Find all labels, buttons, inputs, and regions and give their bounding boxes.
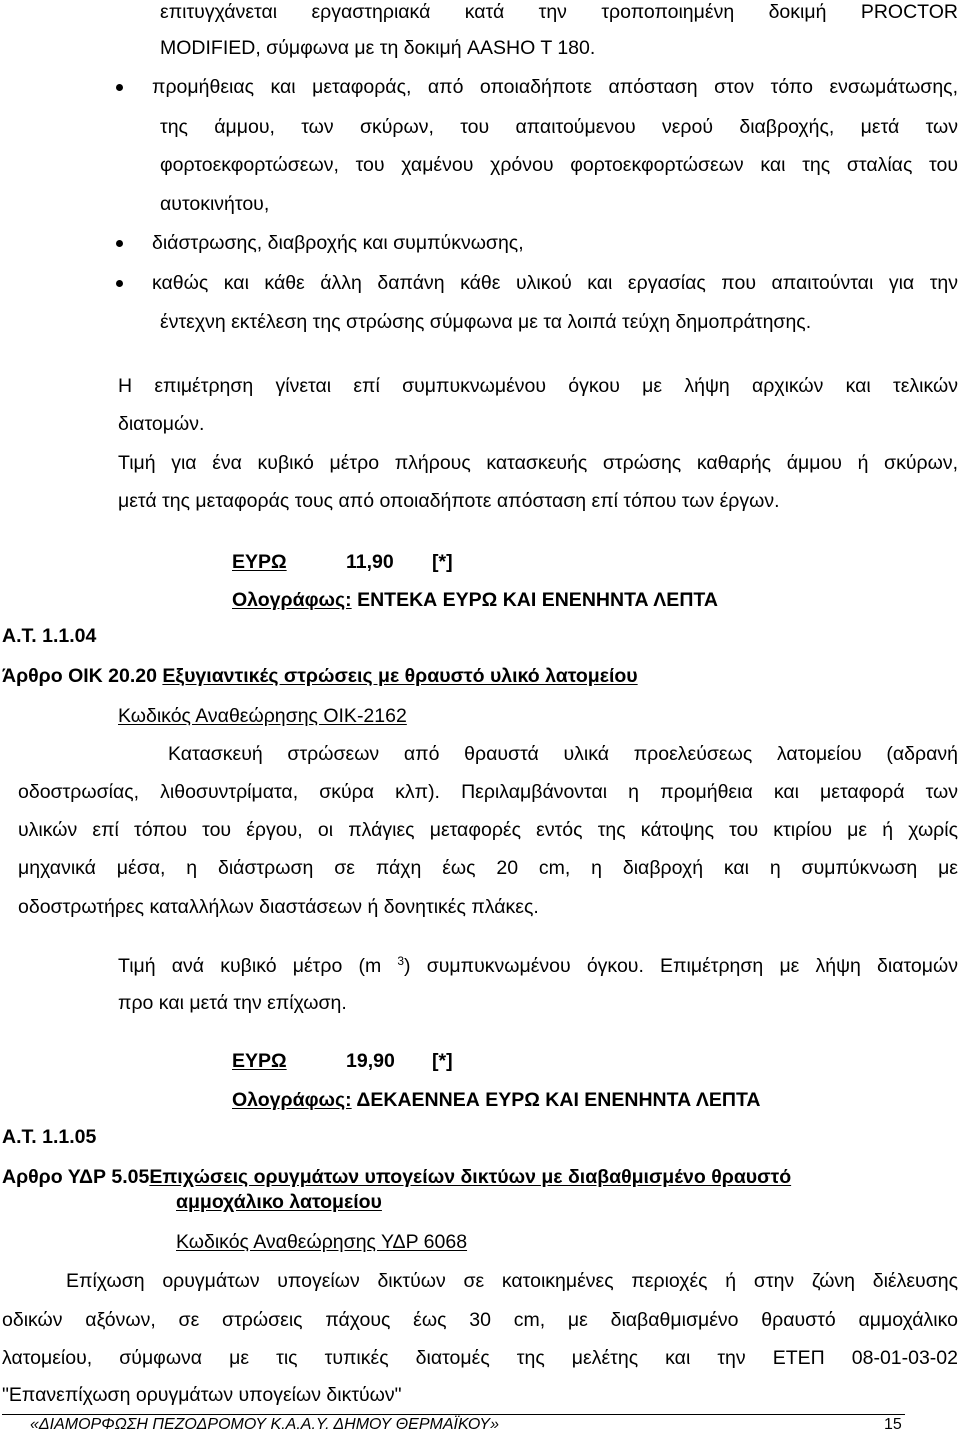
description-line: λατομείου, σύμφωνα με τις τυπικές διατομές της μελέτης και την ΕΤΕΠ 08-01-03-02 [2,1347,958,1369]
article-title-line: αμμοχάλικο λατομείου [176,1191,382,1213]
unit-note-line: προ και μετά την επίχωση. [118,992,347,1014]
measurement-text-line: διατομών. [118,413,205,435]
article-number: Άρθρο ΟΙΚ 20.20 [2,665,157,687]
description-line: οδοστρωτήρες καταλλήλων διαστάσεων ή δονητικές πλάκες. [18,896,539,918]
price-words-value: ΔΕΚΑΕΝΝΕΑ ΕΥΡΩ ΚΑΙ ΕΝΕΝΗΝΤΑ ΛΕΠΤΑ [356,1089,761,1111]
page-number: 15 [884,1416,902,1433]
unit-note-text: ) συμπυκνωμένου όγκου. Επιμέτρηση με λήψη διατομών [404,955,958,977]
price-marker: [*] [432,1050,453,1072]
article-heading [2,1165,958,1189]
bullet-text-line: της άμμου, των σκύρων, του απαιτούμενου νερού διαβροχής, μετά των [160,116,958,138]
description-line: Επίχωση ορυγμάτων υπογείων δικτύων σε κατοικημένες περιοχές ή στην ζώνη διέλευσης [66,1270,958,1292]
continuation-line: MODIFIED, σύμφωνα με τη δοκιμή AASHO T 180. [160,37,596,59]
article-title: Εξυγιαντικές στρώσεις με θραυστό υλικό λατομείου [162,665,638,687]
item-code: Α.Τ. 1.1.05 [2,1126,97,1148]
description-line: "Επανεπίχωση ορυγμάτων υπογείων δικτύων" [2,1384,402,1406]
bullet-marker [116,280,123,287]
footer-title: «ΔΙΑΜΟΡΦΩΣΗ ΠΕΖΟΔΡΟΜΟΥ Κ.Α.Α.Υ. ΔΗΜΟΥ ΘΕΡΜΑΪΚΟΥ» [30,1416,499,1433]
bullet-text-line: διάστρωσης, διαβροχής και συμπύκνωσης, [152,232,524,254]
price-marker: [*] [432,551,453,573]
description-line: μηχανικά μέσα, η διάστρωση σε πάχη έως 20 cm, η διαβροχή και η συμπύκνωση με [18,857,958,879]
price-in-words [232,588,958,612]
price-currency: ΕΥΡΩ [232,1050,287,1072]
price-note-line: Τιμή για ένα κυβικό μέτρο πλήρους κατασκευής στρώσης καθαρής άμμου ή σκύρων, [118,452,958,474]
description-line: υλικών επί τόπου του έργου, οι πλάγιες μεταφορές εντός της κάτοψης του κτιρίου με ή χωρίς [18,819,958,841]
article-number: Αρθρο ΥΔΡ 5.05 [2,1166,150,1188]
description-line: Κατασκευή στρώσεων από θραυστά υλικά προελεύσεως λατομείου (αδρανή [168,743,958,765]
description-line: οδικών αξόνων, σε στρώσεις πάχους έως 30 cm, με διαβαθμισμένο θραυστό αμμοχάλικο [2,1309,958,1331]
price-words-label: Ολογράφως: [232,589,352,611]
article-heading [2,664,958,688]
bullet-text-line: αυτοκινήτου, [160,193,270,215]
unit-exponent: 3 [397,954,405,968]
price-amount: 11,90 [346,551,394,573]
article-title: Επιχώσεις ορυγμάτων υπογείων δικτύων με διαβαθμισμένο θραυστό [149,1166,792,1188]
price-words-value: ΕΝΤΕΚΑ ΕΥΡΩ ΚΑΙ ΕΝΕΝΗΝΤΑ ΛΕΠΤΑ [357,589,718,611]
measurement-text-line: Η επιμέτρηση γίνεται επί συμπυκνωμένου όγκου με λήψη αρχικών και τελικών [118,375,958,397]
price-note-line: μετά της μεταφοράς τους από οποιαδήποτε απόσταση επί τόπου των έργων. [118,490,780,512]
unit-note-text: Τιμή ανά κυβικό μέτρο (m [118,955,398,977]
bullet-text-line: έντεχνη εκτέλεση της στρώσης σύμφωνα με τα λοιπά τεύχη δημοπράτησης. [160,311,812,333]
item-code: Α.Τ. 1.1.04 [2,625,97,647]
revision-code: Κωδικός Αναθεώρησης ΥΔΡ 6068 [176,1231,468,1253]
continuation-line: επιτυγχάνεται εργαστηριακά κατά την τροποποιημένη δοκιμή PROCTOR [160,1,958,23]
bullet-marker [116,240,123,247]
revision-code: Κωδικός Αναθεώρησης ΟΙΚ-2162 [118,705,407,727]
price-currency: ΕΥΡΩ [232,551,287,573]
price-words-label: Ολογράφως: [232,1089,352,1111]
bullet-text-line: φορτοεκφορτώσεων, του χαμένου χρόνου φορτοεκφορτώσεων και της σταλίας του [160,154,958,176]
bullet-text-line: προμήθειας και μεταφοράς, από οποιαδήποτε απόσταση στον τόπο ενσωμάτωσης, [152,76,958,98]
price-amount: 19,90 [346,1050,395,1072]
price-in-words [232,1088,958,1112]
bullet-text-line: καθώς και κάθε άλλη δαπάνη κάθε υλικού και εργασίας που απαιτούνται για την [152,272,958,294]
unit-note-line [118,954,958,978]
bullet-marker [116,84,123,91]
description-line: οδοστρωσίας, λιθοσυντρίματα, σκύρα κλπ). Περιλαμβάνονται η προμήθεια και μεταφορά των [18,781,958,803]
